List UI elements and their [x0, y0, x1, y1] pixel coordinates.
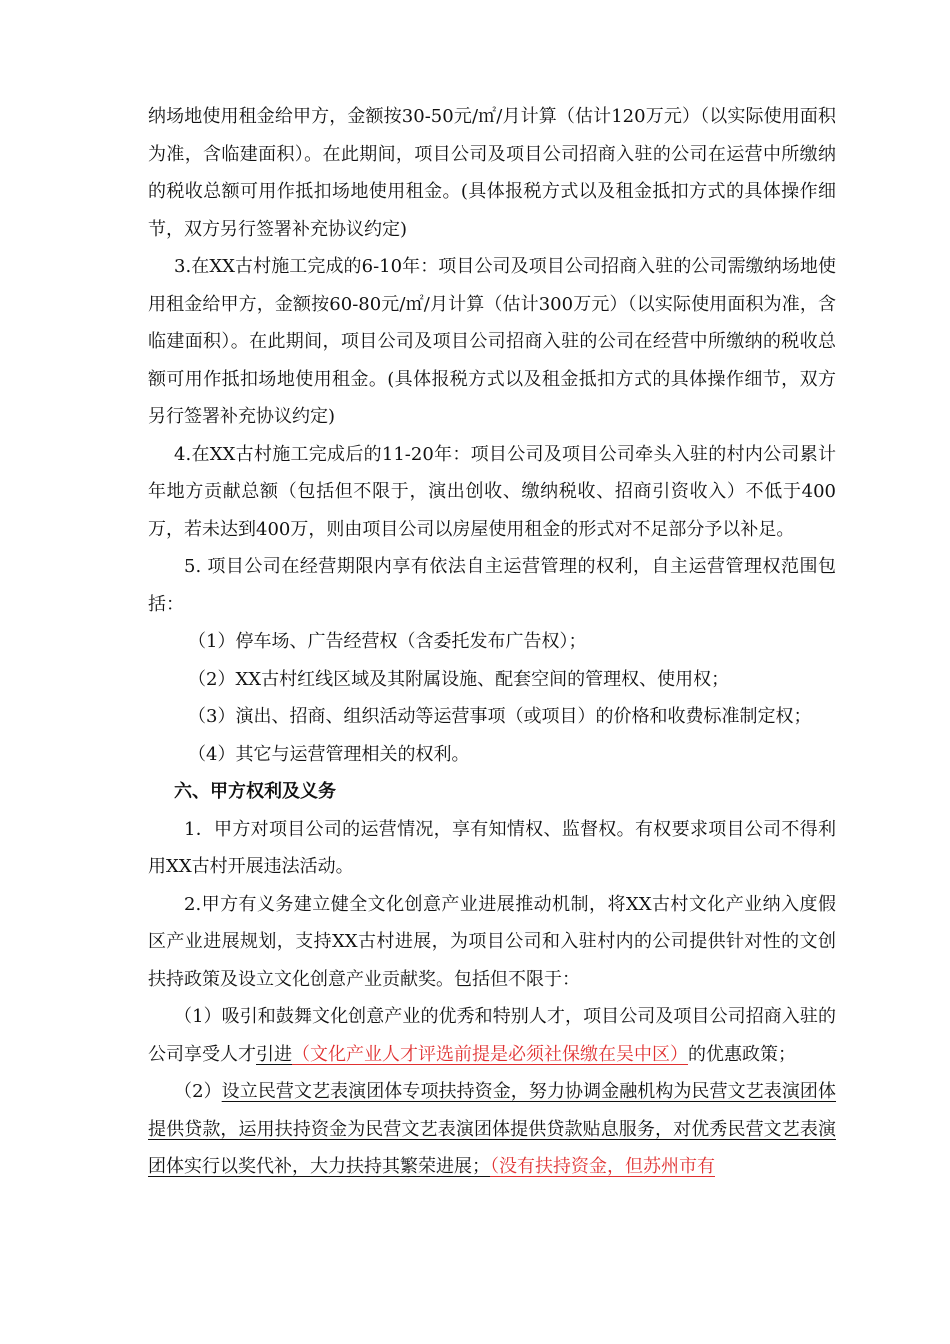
paragraph-contribution-11-20: 4.在XX古村施工完成后的11-20年：项目公司及项目公司牵头入驻的村内公司累计年地方贡献总额（包括但不限于，演出创收、缴纳税收、招商引资收入）不低于400万，若未达到400万，则由项目公司以房屋使用租金的形式对不足部分予以补足。 [148, 443, 836, 540]
talent-text-end: 的优惠政策； [688, 1043, 796, 1065]
funding-underlined: 设立民营文艺表演团体专项扶持资金，努力协调金融机构为民营文艺表演团体提供贷款，运用扶持资金为民营文艺表演团体提供贷款贴息服务，对优秀民营文艺表演团体实行以奖代补，大力扶持其繁荣进展； [148, 1081, 837, 1177]
paragraph-rent-1-5: 纳场地使用租金给甲方，金额按30-50元/㎡/月计算（估计120万元）（以实际使用面积为准，含临建面积）。在此期间，项目公司及项目公司招商入驻的公司在运营中所缴纳的税收总额可用作抵扣场地使用租金。(具体报税方式以及租金抵扣方式的具体操作细节，双方另行签署补充协议约定) [148, 106, 836, 240]
paragraph-funding-policy [148, 1073, 836, 1186]
funding-number: （2） [174, 1081, 222, 1102]
paragraph-management-rights: 5. 项目公司在经营期限内享有依法自主运营管理的权利，自主运营管理权范围包括： [148, 556, 836, 615]
rights-item-4: （4）其它与运营管理相关的权利。 [188, 743, 470, 765]
rights-item-3: （3）演出、招商、组织活动等运营事项（或项目）的价格和收费标准制定权； [188, 706, 812, 727]
funding-annotation: （没有扶持资金，但苏州市有 [490, 1156, 715, 1177]
talent-underlined: 引进 [256, 1043, 292, 1065]
paragraph-party-a-right-1: 1．甲方对项目公司的运营情况，享有知情权、监督权。有权要求项目公司不得利用XX古村开展违法活动。 [148, 818, 836, 877]
paragraph-talent-policy [148, 998, 836, 1073]
paragraph-party-a-obligation-2: 2.甲方有义务建立健全文化创意产业进展推动机制，将XX古村文化产业纳入度假区产业进展规划，支持XX古村进展，为项目公司和入驻村内的公司提供针对性的文创扶持政策及设立文化创意产业贡献奖。包括但不限于： [148, 893, 836, 990]
talent-annotation: （文化产业人才评选前提是必须社保缴在吴中区） [292, 1043, 688, 1065]
rights-item-1: （1）停车场、广告经营权（含委托发布广告权）； [188, 631, 587, 652]
paragraph-rent-6-10: 3.在XX古村施工完成的6-10年：项目公司及项目公司招商入驻的公司需缴纳场地使用租金给甲方，金额按60-80元/㎡/月计算（估计300万元）（以实际使用面积为准，含临建面积）。在此期间，项目公司及项目公司招商入驻的公司在经营中所缴纳的税收总额可用作抵扣场地使用租金。(具体报税方式以及租金抵扣方式的具体操作细节，双方另行签署补充协议约定) [148, 256, 836, 427]
talent-text: （1）吸引和鼓舞文化创意产业的优秀和特别人才，项目公司及项目公司招商入驻的公司享受人才 [148, 1006, 836, 1065]
section-heading: 六、甲方权利及义务 [174, 781, 336, 802]
rights-item-2: （2）XX古村红线区域及其附属设施、配套空间的管理权、使用权； [188, 668, 730, 690]
document-body [148, 98, 836, 1186]
